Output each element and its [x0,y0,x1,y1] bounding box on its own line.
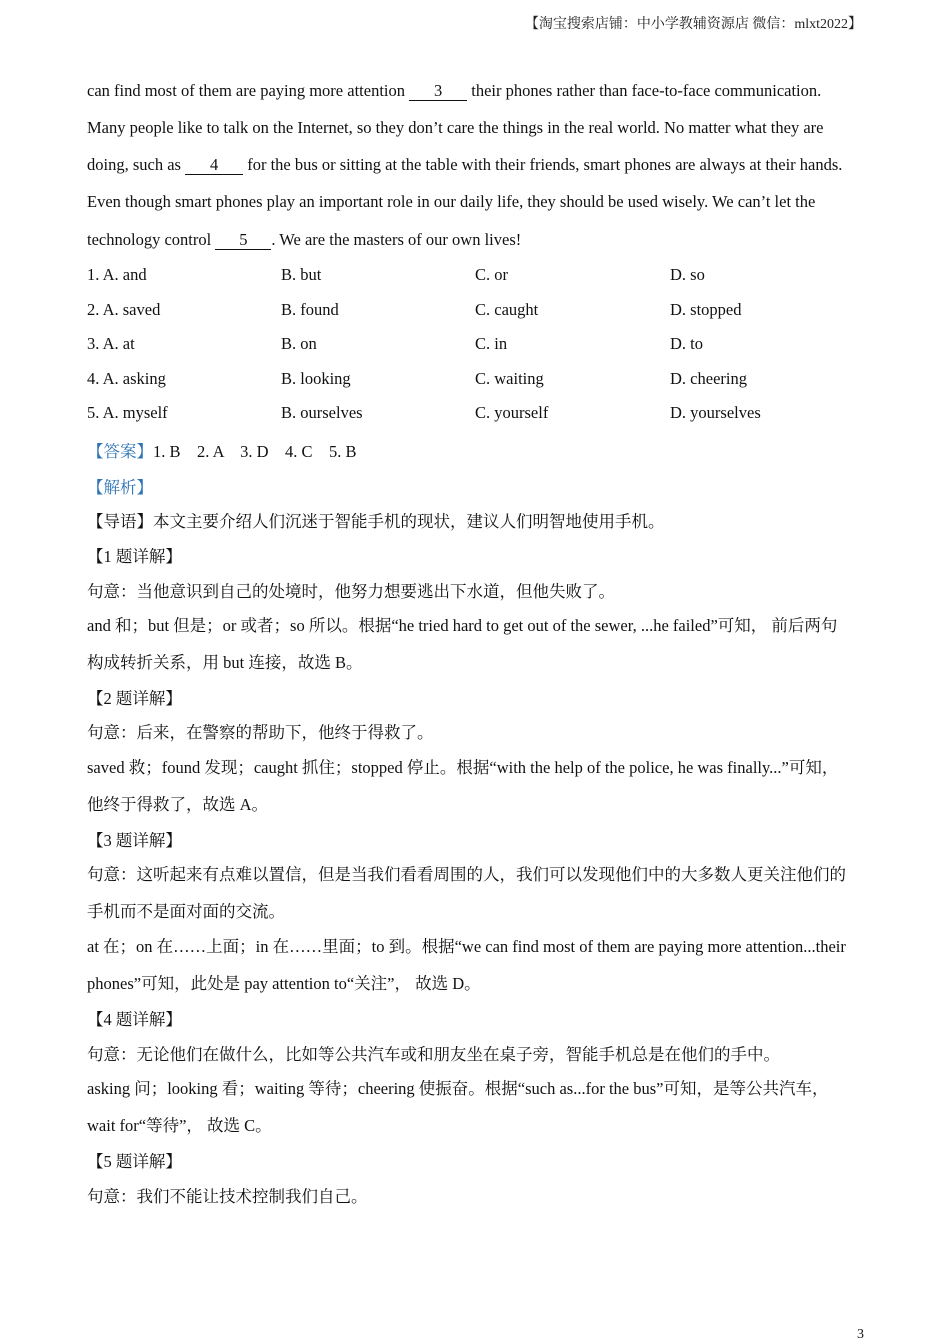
q2-explanation: saved 救；found 发现；caught 抓住；stopped 停止。根据“with the help of the police, he was finally...”可知， [87,758,839,777]
q1-explanation: and 和；but 但是；or 或者；so 所以。根据“he tried hard to get out of the sewer, ...he failed”可知， 前后两句 [87,616,838,635]
option-b: B. but [281,265,322,284]
q3-meaning: 手机而不是面对面的交流。 [87,902,285,921]
option-b: B. looking [281,369,351,388]
q1-explanation: 构成转折关系，用 but 连接，故选 B。 [87,653,363,672]
passage-text: their phones rather than face-to-face communication. [467,81,822,100]
analysis-lead: 【导语】本文主要介绍人们沉迷于智能手机的现状，建议人们明智地使用手机。 [87,512,665,531]
option-d: D. to [670,334,703,353]
passage-line [87,81,821,101]
passage-line: Many people like to talk on the Internet, so they don’t care the things in the real world. No matter what they are [87,118,824,137]
option-a: 1. A. and [87,265,147,284]
q2-meaning: 句意：后来，在警察的帮助下，他终于得救了。 [87,723,434,742]
passage-line [87,155,842,175]
option-d: D. cheering [670,369,747,388]
question-row [87,300,877,324]
passage-line: Even though smart phones play an important role in our daily life, they should be used wisely. We can’t let the [87,192,816,211]
q3-explanation: phones”可知，此处是 pay attention to“关注”， 故选 D。 [87,974,481,993]
option-c: C. caught [475,300,539,319]
passage-text: for the bus or sitting at the table with their friends, smart phones are always at their hands. [243,155,843,174]
passage-text: can find most of them are paying more attention [87,81,410,100]
analysis-label: 【解析】 [87,478,153,497]
q3-title: 【3 题详解】 [87,831,182,850]
option-b: B. found [281,300,339,319]
q4-title: 【4 题详解】 [87,1010,182,1029]
question-row [87,369,877,393]
option-a: 5. A. myself [87,403,168,422]
q3-explanation: at 在；on 在……上面；in 在……里面；to 到。根据“we can find most of them are paying more attention...their [87,937,846,956]
option-d: D. stopped [670,300,742,319]
option-b: B. on [281,334,317,353]
q4-explanation: wait for“等待”， 故选 C。 [87,1116,272,1135]
page-header: 【淘宝搜索店铺：中小学教辅资源店 微信：mlxt2022】 [524,17,862,32]
page-number: 3 [857,1327,864,1342]
question-row [87,334,877,358]
q2-title: 【2 题详解】 [87,689,182,708]
blank-3: 3 [409,82,467,101]
passage-text: . We are the masters of our own lives! [271,230,522,249]
option-d: D. so [670,265,705,284]
option-b: B. ourselves [281,403,363,422]
blank-4: 4 [185,156,243,175]
option-c: C. waiting [475,369,544,388]
q2-explanation: 他终于得救了，故选 A。 [87,795,269,814]
option-a: 3. A. at [87,334,135,353]
q3-meaning: 句意：这听起来有点难以置信，但是当我们看看周围的人，我们可以发现他们中的大多数人更关注他们的 [87,865,846,884]
option-c: C. in [475,334,508,353]
option-a: 4. A. asking [87,369,166,388]
blank-5: 5 [215,231,271,250]
q1-meaning: 句意：当他意识到自己的处境时，他努力想要逃出下水道，但他失败了。 [87,582,615,601]
answer-label: 【答案】 [87,442,153,461]
passage-text: doing, such as [87,155,186,174]
option-a: 2. A. saved [87,300,161,319]
option-c: C. or [475,265,508,284]
question-row [87,265,877,289]
passage-text: technology control [87,230,216,249]
q4-meaning: 句意：无论他们在做什么，比如等公共汽车或和朋友坐在桌子旁，智能手机总是在他们的手中。 [87,1045,780,1064]
question-row [87,403,877,427]
q5-title: 【5 题详解】 [87,1152,182,1171]
q1-title: 【1 题详解】 [87,547,182,566]
answer-text: 1. B 2. A 3. D 4. C 5. B [153,442,357,461]
answer-line [87,438,357,462]
option-c: C. yourself [475,403,549,422]
passage-line [87,230,521,250]
q4-explanation: asking 问；looking 看；waiting 等待；cheering 使振奋。根据“such as...for the bus”可知，是等公共汽车， [87,1079,829,1098]
q5-meaning: 句意：我们不能让技术控制我们自己。 [87,1187,368,1206]
option-d: D. yourselves [670,403,761,422]
